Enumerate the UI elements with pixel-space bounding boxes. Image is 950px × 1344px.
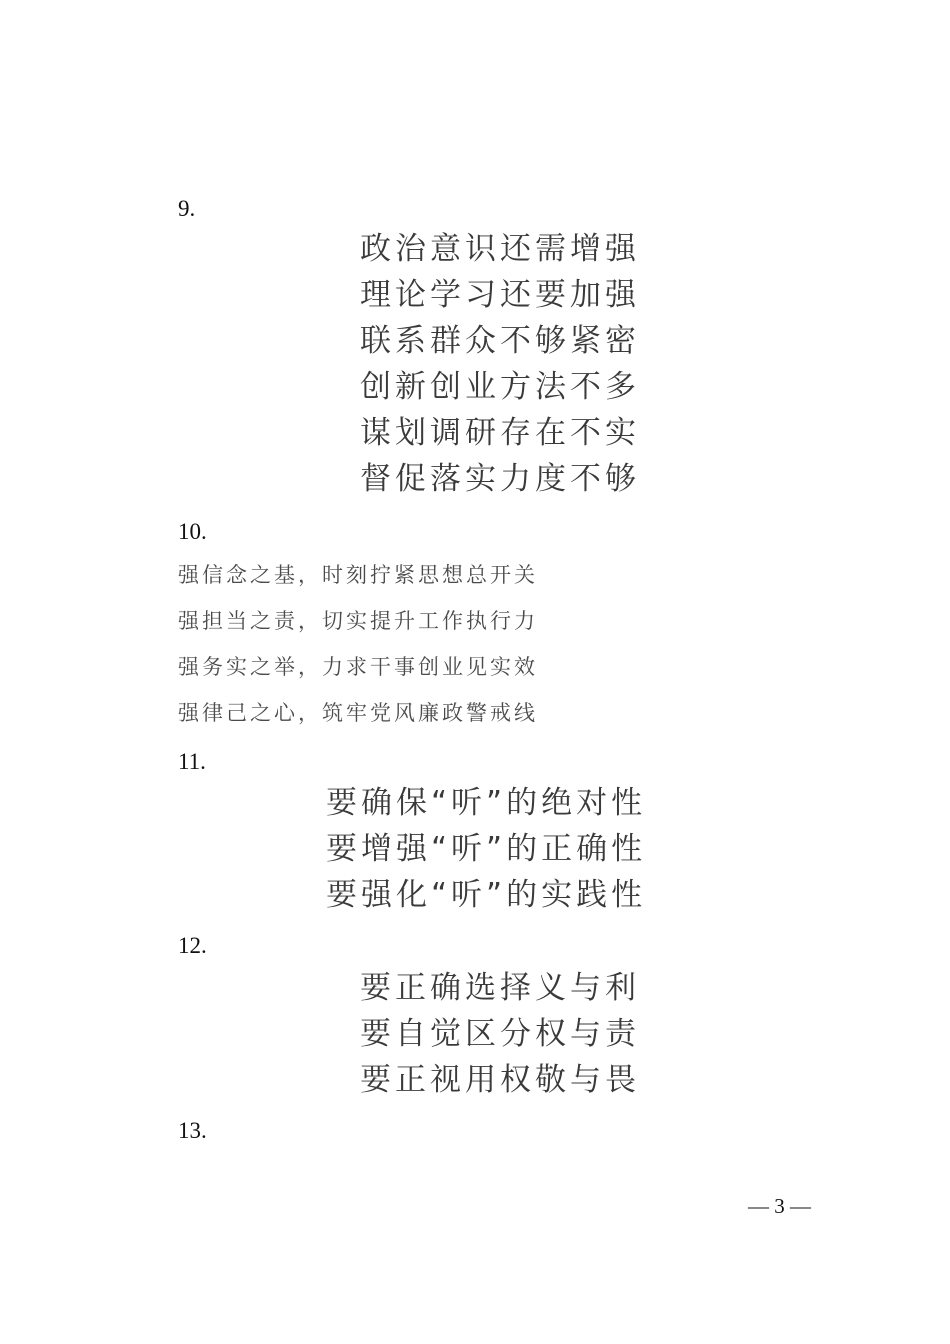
section-10-line-4: 强律己之心，筑牢党风廉政警戒线 [178, 701, 538, 725]
section-10-line-3: 强务实之举，力求干事创业见实效 [178, 655, 538, 679]
section-10-line-1: 强信念之基，时刻拧紧思想总开关 [178, 563, 538, 587]
section-12-line-1: 要正确选择义与利 [360, 970, 640, 1006]
page-number: — 3 — [748, 1194, 811, 1218]
section-12-line-2: 要自觉区分权与责 [360, 1016, 640, 1052]
section-9-line-4: 创新创业方法不多 [360, 369, 640, 405]
section-10-lines [178, 552, 538, 736]
section-11-line-2: 要增强“听”的正确性 [326, 831, 647, 867]
section-10-line-2: 强担当之责，切实提升工作执行力 [178, 609, 538, 633]
section-9-line-5: 谋划调研存在不实 [360, 415, 640, 451]
section-number-13: 13. [178, 1118, 207, 1143]
section-number-10: 10. [178, 519, 207, 544]
section-11-line-3: 要强化“听”的实践性 [326, 877, 647, 913]
section-number-9: 9. [178, 196, 196, 221]
section-11-lines [326, 780, 646, 918]
section-12-line-3: 要正视用权敬与畏 [360, 1062, 640, 1098]
section-9-line-1: 政治意识还需增强 [360, 231, 640, 267]
section-number-11: 11. [178, 749, 206, 774]
section-number-12: 12. [178, 933, 207, 958]
section-11-line-1: 要确保“听”的绝对性 [326, 785, 647, 821]
section-12-lines [360, 965, 640, 1103]
section-9-line-6: 督促落实力度不够 [360, 461, 640, 497]
section-9-lines [360, 226, 640, 502]
section-9-line-2: 理论学习还要加强 [360, 277, 640, 313]
section-9-line-3: 联系群众不够紧密 [360, 323, 640, 359]
